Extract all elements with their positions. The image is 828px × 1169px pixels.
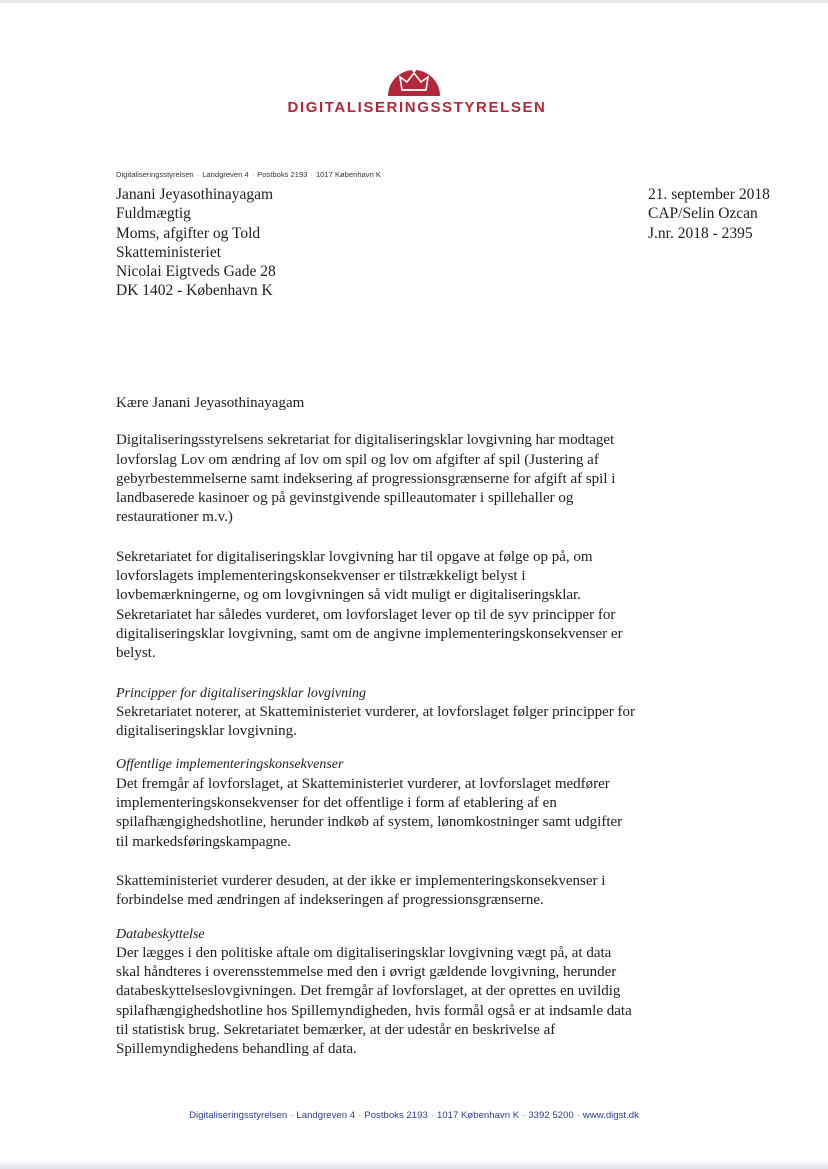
footer-website-link[interactable]: www.digst.dk — [582, 1110, 639, 1121]
recipient-ministry: Skatteministeriet — [116, 243, 222, 261]
page-bottom-edge — [0, 1159, 828, 1169]
journal-number: J.nr. 2018 - 2395 — [648, 224, 753, 242]
recipient-address-block — [116, 185, 276, 301]
footer-pobox: Postboks 2193 — [364, 1110, 428, 1121]
paragraph-implementation: Det fremgår af lovforslaget, at Skatteministeriet vurderer, at lovforslaget medfører implementeringskonsekvenser for det offentlige i form af etablering af en spilafhængighedshotline, herunder indkøb af system, lønomkostninger samt udgifter til markedsføringskampagne. — [116, 775, 623, 850]
sender-org: Digitaliseringsstyrelsen — [116, 170, 194, 179]
recipient-department: Moms, afgifter og Told — [116, 224, 261, 242]
letter-meta-block — [648, 185, 770, 243]
brand-name: DIGITALISERINGSSTYRELSEN — [287, 99, 547, 116]
paragraph-data-protection: Der lægges i den politiske aftale om digitaliseringsklar lovgivning vægt på, at data skal håndteres i overensstemmelse med den i øvrigt gældende lovgivning, herunder databeskyttelseslovgivningen. Det fremgår af lovforslaget, at der oprettes en uvildig spilafhængighedshotline hos Spillemyndigheden, hvis formål også er at indsamle data til statistisk brug. Sekretariatet bemærker, at der udestår en beskrivelse af Spillemyndighedens behandling af data. — [116, 944, 632, 1058]
paragraph-task: Sekretariatet for digitaliseringsklar lovgivning har til opgave at følge op på, om lovforslagets implementeringskonsekvenser er tilstrækkeligt belyst i lovbemærkningerne, og om lovgivningen så vidt muligt er digitaliseringsklar. Sekretariatet har således vurderet, om lovforslaget lever op til de syv principper for digitaliseringsklar lovgivning, samt om de angivne implementeringskonsekvenser er belyst. — [116, 548, 623, 662]
footer-city: 1017 København K — [436, 1110, 520, 1121]
paragraph-intro: Digitaliseringsstyrelsens sekretariat for digitaliseringsklar lovgivning har modtaget lovforslag Lov om ændring af lov om spil og lov om afgifter af spil (Justering af gebyrbestemmelserne samt indeksering af progressionsgrænserne for afgift af spil i landbaserede kasinoer og på gevinstgivende spilleautomater i spillehaller og restaurationer m.v.) — [116, 432, 616, 526]
recipient-title: Fuldmægtig — [116, 205, 191, 223]
section-heading-implementation: Offentlige implementeringskonsekvenser — [116, 757, 344, 773]
letter-body — [116, 394, 636, 1060]
letter-date: 21. september 2018 — [648, 186, 770, 203]
paragraph-indexing: Skatteministeriet vurderer desuden, at der ikke er implementeringskonsekvenser i forbindelse med ændringen af indekseringen af progressionsgrænserne. — [116, 872, 606, 909]
letterhead-logo — [0, 60, 828, 116]
sender-pobox: Postboks 2193 — [257, 170, 308, 179]
crown-emblem-icon — [386, 60, 442, 96]
sender-street: Landgreven 4 — [202, 170, 249, 179]
recipient-name: Janani Jeyasothinayagam — [116, 186, 274, 203]
page-top-edge — [0, 0, 828, 3]
recipient-street: Nicolai Eigtveds Gade 28 — [116, 263, 276, 281]
section-heading-principles: Principper for digitaliseringsklar lovgivning — [116, 685, 367, 701]
footer-org: Digitaliseringsstyrelsen — [189, 1110, 288, 1121]
sender-address-line: Digitaliseringsstyrelsen · Landgreven 4 · Postboks 2193 · 1017 København K — [116, 170, 381, 179]
section-heading-data-protection: Databeskyttelse — [116, 926, 205, 942]
paragraph-principles: Sekretariatet noterer, at Skatteministeriet vurderer, at lovforslaget følger principper for digitaliseringsklar lovgivning. — [116, 703, 636, 740]
greeting: Kære Janani Jeyasothinayagam — [116, 395, 305, 411]
footer-phone: 3392 5200 — [528, 1110, 574, 1121]
letter-reference: CAP/Selin Ozcan — [648, 205, 758, 223]
recipient-city: DK 1402 - København K — [116, 282, 273, 300]
page-footer: Digitaliseringsstyrelsen · Landgreven 4 · Postboks 2193 · 1017 København K · 3392 5200 · www.digst.dk — [189, 1110, 639, 1121]
sender-city: 1017 København K — [315, 170, 381, 179]
footer-street: Landgreven 4 — [296, 1110, 356, 1121]
